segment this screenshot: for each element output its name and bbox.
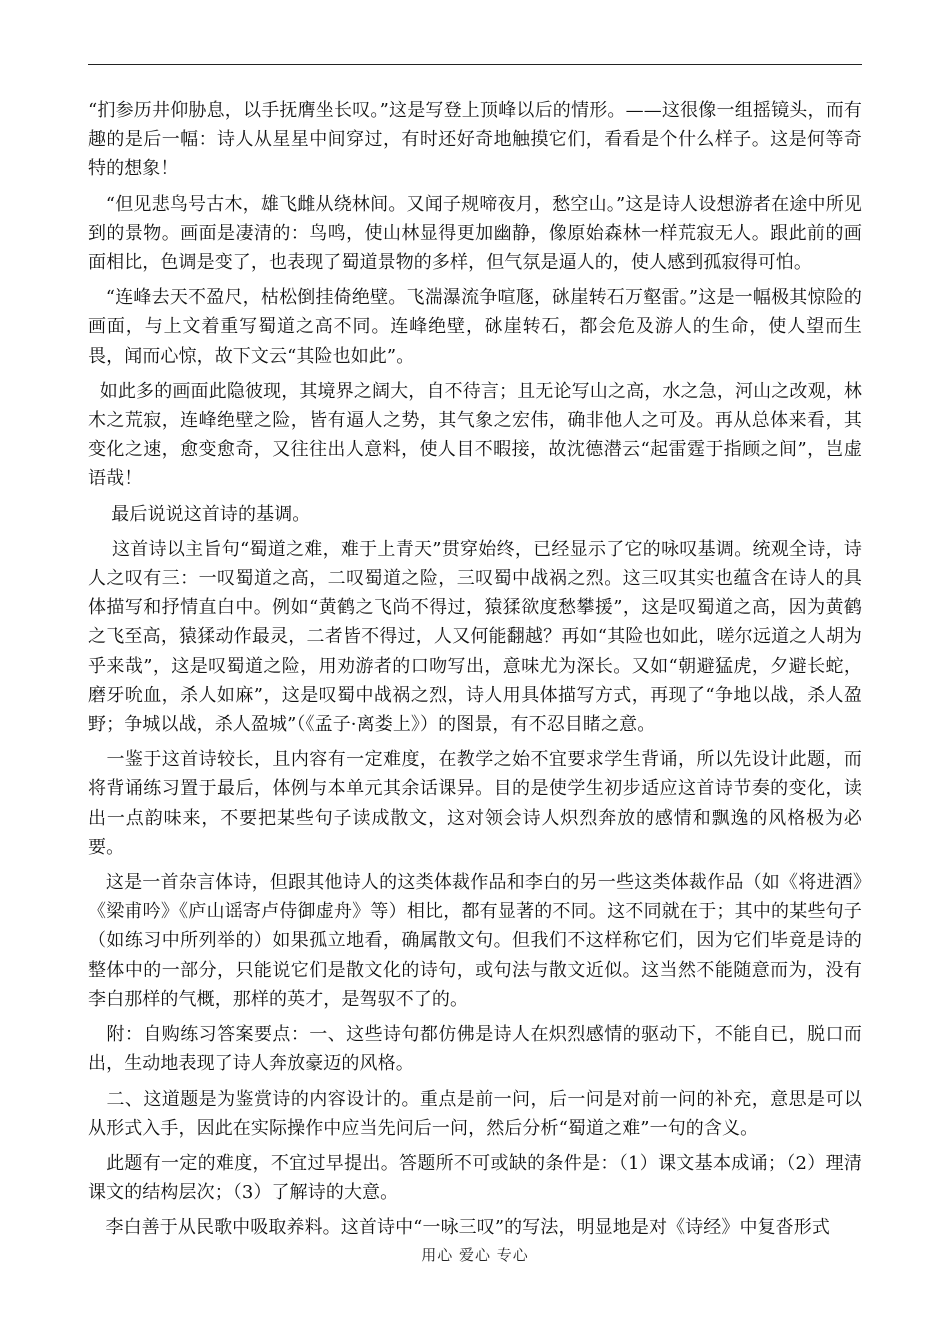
paragraph-3: “连峰去天不盈尺，枯松倒挂倚绝壁。飞湍瀑流争喧豗，砯崖转石万壑雷。”这是一幅极其惊险的画面，与上文着重写蜀道之高不同。连峰绝壁，砯崖转石，都会危及游人的生命，使人望而生畏，闻而心惊，故下文云“其险也如此”。 (88, 287, 863, 367)
page-footer: 用心 爱心 专心 (421, 1246, 529, 1264)
paragraph-4: 如此多的画面此隐彼现，其境界之阔大，自不待言；且无论写山之高，水之急，河山之改观，林木之荒寂，连峰绝壁之险，皆有逼人之势，其气象之宏伟，确非他人之可及。再从总体来看，其变化之速，愈变愈奇，又往往出人意料，使人目不暇接，故沈德潜云“起雷霆于指顾之间”，岂虚语哉！ (88, 380, 862, 490)
paragraph-5: 最后说说这首诗的基调。 (88, 503, 311, 525)
paragraph-10: 二、这道题是为鉴赏诗的内容设计的。重点是前一问，后一问是对前一问的补充，意思是可以从形式入手，因此在实际操作中应当先问后一问，然后分析“蜀道之难”一句的含义。 (88, 1088, 862, 1139)
paragraph-2: “但见悲鸟号古木，雄飞雌从绕林间。又闻子规啼夜月，愁空山。”这是诗人设想游者在途中所见到的景物。画面是凄清的：鸟鸣，使山林显得更加幽静，像原始森林一样荒寂无人。跟此前的画面相比，色调是变了，也表现了蜀道景物的多样，但气氛是逼人的，使人感到孤寂得可怕。 (88, 193, 863, 274)
paragraph-7: 一鉴于这首诗较长，且内容有一定难度，在教学之始不宜要求学生背诵，所以先设计此题，而将背诵练习置于最后，体例与本单元其余话课异。目的是使学生初步适应这首诗节奏的变化，读出一点韵味来，不要把某些句子读成散文，这对领会诗人炽烈奔放的感情和飘逸的风格极为必要。 (88, 749, 862, 858)
paragraph-9: 附：自购练习答案要点：一、这些诗句都仿佛是诗人在炽烈感情的驱动下，不能自已，脱口而出，生动地表现了诗人奔放豪迈的风格。 (88, 1024, 862, 1075)
header-rule (88, 64, 862, 65)
paragraph-12: 李白善于从民歌中吸取养料。这首诗中“一咏三叹”的写法，明显地是对《诗经》中复沓形式 (88, 1217, 830, 1239)
paragraph-11: 此题有一定的难度，不宜过早提出。答题所不可或缺的条件是：（1）课文基本成诵；（2）理清课文的结构层次；（3）了解诗的大意。 (88, 1152, 862, 1204)
paragraph-8: 这是一首杂言体诗，但跟其他诗人的这类体裁作品和李白的另一些这类体裁作品（如《将进酒》《梁甫吟》《庐山谣寄卢侍御虚舟》等）相比，都有显著的不同。这不同就在于；其中的某些句子（如练习中所列举的）如果孤立地看，确属散文句。但我们不这样称它们，因为它们毕竟是诗的整体中的一部分，只能说它们是散文化的诗句，或句法与散文近似。这当然不能随意而为，没有李白那样的气概，那样的英才，是驾驭不了的。 (88, 872, 863, 1010)
paragraph-6: 这首诗以主旨句“蜀道之难，难于上青天”贯穿始终，已经显示了它的咏叹基调。统观全诗，诗人之叹有三：一叹蜀道之高，二叹蜀道之险，三叹蜀中战祸之烈。这三叹其实也蕴含在诗人的具体描写和抒情直白中。例如“黄鹤之飞尚不得过，猿猱欲度愁攀援”，这是叹蜀道之高，因为黄鹤之飞至高，猿猱动作最灵，二者皆不得过，人又何能翻越？再如“其险也如此，嗟尔远道之人胡为乎来哉”，这是叹蜀道之险，用劝游者的口吻写出，意味尤为深长。又如“朝避猛虎，夕避长蛇，磨牙吮血，杀人如麻”，这是叹蜀中战祸之烈，诗人用具体描写方式，再现了“争地以战，杀人盈野；争城以战，杀人盈城”（《孟子·离娄上》）的图景，有不忍目睹之意。 (88, 538, 862, 736)
paragraph-1: “扪参历井仰胁息，以手抚膺坐长叹。”这是写登上顶峰以后的情形。——这很像一组摇镜头，而有趣的是后一幅：诗人从星星中间穿过，有时还好奇地触摸它们，看看是个什么样子。这是何等奇特的想象！ (88, 100, 862, 180)
document-body (88, 96, 862, 1243)
